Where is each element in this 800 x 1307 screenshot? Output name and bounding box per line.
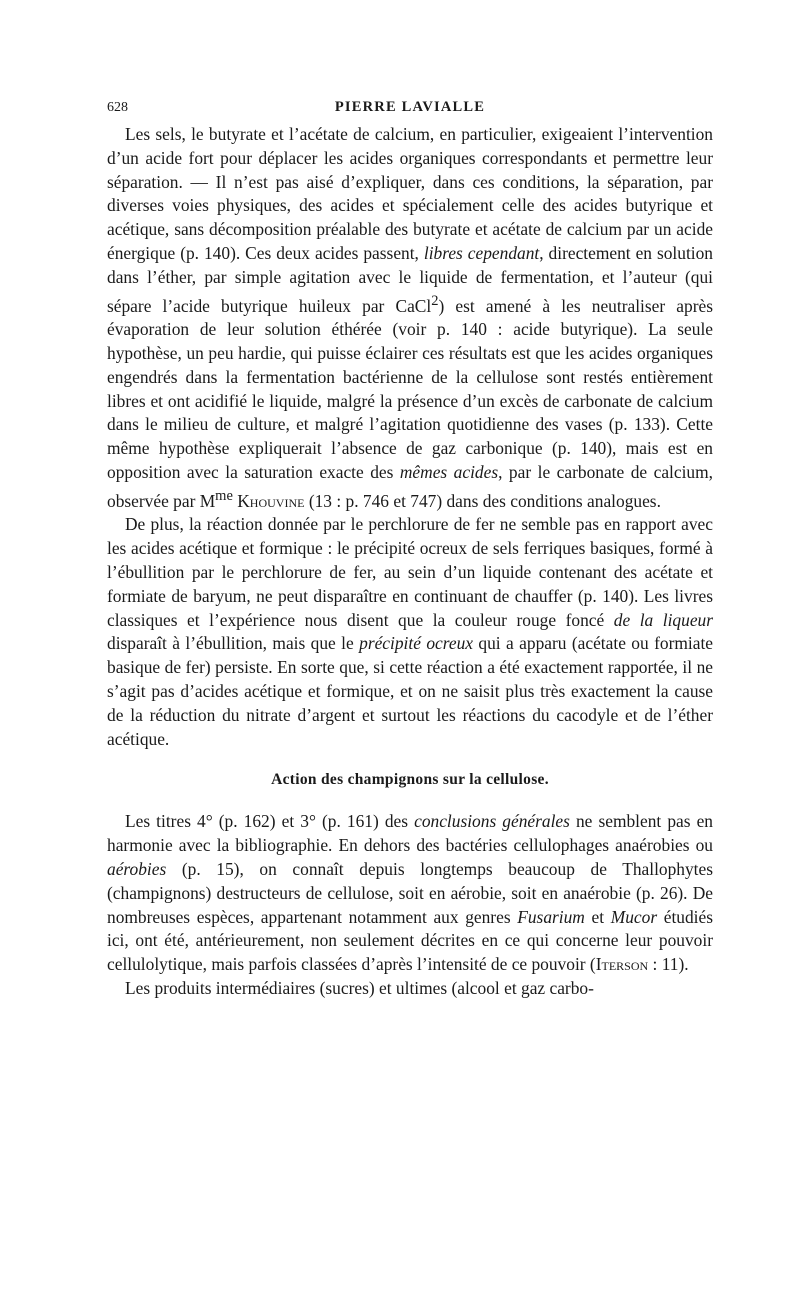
text-span: Les titres 4° (p. 162) et 3° (p. 161) des xyxy=(125,811,415,832)
superscript: me xyxy=(215,487,233,504)
text-span: étudiés ici, ont été, antérieurement, non seulement décrites en ce qui concerne leur pouvoir cellulolytique, mais parfois classées d’après l’intensité de ce pouvoir ( xyxy=(107,906,713,975)
italic-text: Fusarium xyxy=(517,906,585,927)
italic-text: mêmes acides xyxy=(399,461,499,482)
italic-text: Mucor xyxy=(610,906,658,927)
document-page xyxy=(107,96,713,1001)
text-span: ne semblent pas en harmonie avec la bibliographie. En dehors des bactéries cellulophages anaérobies ou xyxy=(107,811,714,856)
text-span: qui a apparu (acétate ou formiate basique de fer) persiste. En sorte que, si cette réaction a été exactement rapportée, il ne s’agit pas d’acides acétique et formique, et on ne saisit plus très exactement la cause de la réduction du nitrate d’argent et surtout les réactions du cacodyle et de l’éther acétique. xyxy=(107,633,714,749)
text-span: (13 : p. 746 et 747) dans des conditions analogues. xyxy=(304,490,661,511)
italic-text: de la liqueur xyxy=(613,609,713,630)
text-span: Les sels, le butyrate et l’acétate de calcium, en particulier, exigeaient l’intervention d’un acide fort pour déplacer les acides organiques correspondants et permettre leur séparation. — Il n’est pas aisé d’expliquer, dans ces conditions, la séparation, par diverses voies physiques, des acides et spécialement celle des acides butyrique et acétique, sans décomposition préalable des butyrate et acétate de calcium par un acide énergique (p. 140). Ces deux acides passent, xyxy=(107,124,713,263)
italic-text: libres cependant xyxy=(423,242,540,263)
paragraph-1 xyxy=(107,123,713,513)
author-name: Khouvine xyxy=(237,490,305,511)
text-span: Les produits intermédiaires (sucres) et ultimes (alcool et gaz carbo- xyxy=(125,977,594,998)
running-header xyxy=(107,96,713,120)
author-name: Iterson xyxy=(595,954,649,975)
italic-text: aérobies xyxy=(107,858,167,879)
text-span: et xyxy=(584,906,611,927)
text-span: ) est amené à les neutraliser après évaporation de leur solution éthérée (voir p. 140 : acide butyrique). La seule hypothèse, un peu hardie, qui puisse éclairer ces résultats est que les acides organiques engendrés dans la fermentation bactérienne de la cellulose sont restés entièrement libres et ont acidifié le liquide, malgré la présence d’un excès de carbonate de calcium dans le milieu de culture, et malgré l’agitation quotidienne des vases (p. 133). Cette même hypothèse expliquerait l’absence de gaz carbonique (p. 140), mais est en opposition avec la saturation exacte des xyxy=(107,295,713,482)
paragraph-2 xyxy=(107,513,713,751)
superscript: 2 xyxy=(431,292,439,309)
text-span: disparaît à l’ébullition, mais que le xyxy=(107,633,360,654)
page-number: 628 xyxy=(107,100,128,115)
section-title: Action des champignons sur la cellulose. xyxy=(271,771,549,789)
running-title: PIERRE LAVIALLE xyxy=(334,99,486,115)
paragraph-4 xyxy=(107,977,713,1001)
paragraph-3 xyxy=(107,810,713,977)
italic-text: conclusions générales xyxy=(414,811,570,832)
text-span: (p. 15), on connaît depuis longtemps beaucoup de Thallophytes (champignons) destructeurs de cellulose, soit en aérobie, soit en anaérobie (p. 26). De nombreuses espèces, appartenant notamment aux genres xyxy=(107,858,713,927)
text-span: : 11). xyxy=(648,954,689,975)
text-span: De plus, la réaction donnée par le perchlorure de fer ne semble pas en rapport avec les acides acétique et formique : le précipité ocreux de sels ferriques basiques, formé à l’ébullition par le perchlorure de fer, au sein d’un liquide contenant des acétate et formiate de baryum, ne peut disparaître en continuant de chauffer (p. 140). Les livres classiques et l’expérience nous disent que la couleur rouge foncé xyxy=(107,514,713,630)
text-span: , par le carbonate de calcium, observée par M xyxy=(107,461,713,511)
text-span: , directement en solution dans l’éther, par simple agitation avec le liquide de fermentation, et l’auteur (qui sépare l’acide butyrique huileux par CaCl xyxy=(107,242,713,316)
italic-text: précipité ocreux xyxy=(359,633,474,654)
